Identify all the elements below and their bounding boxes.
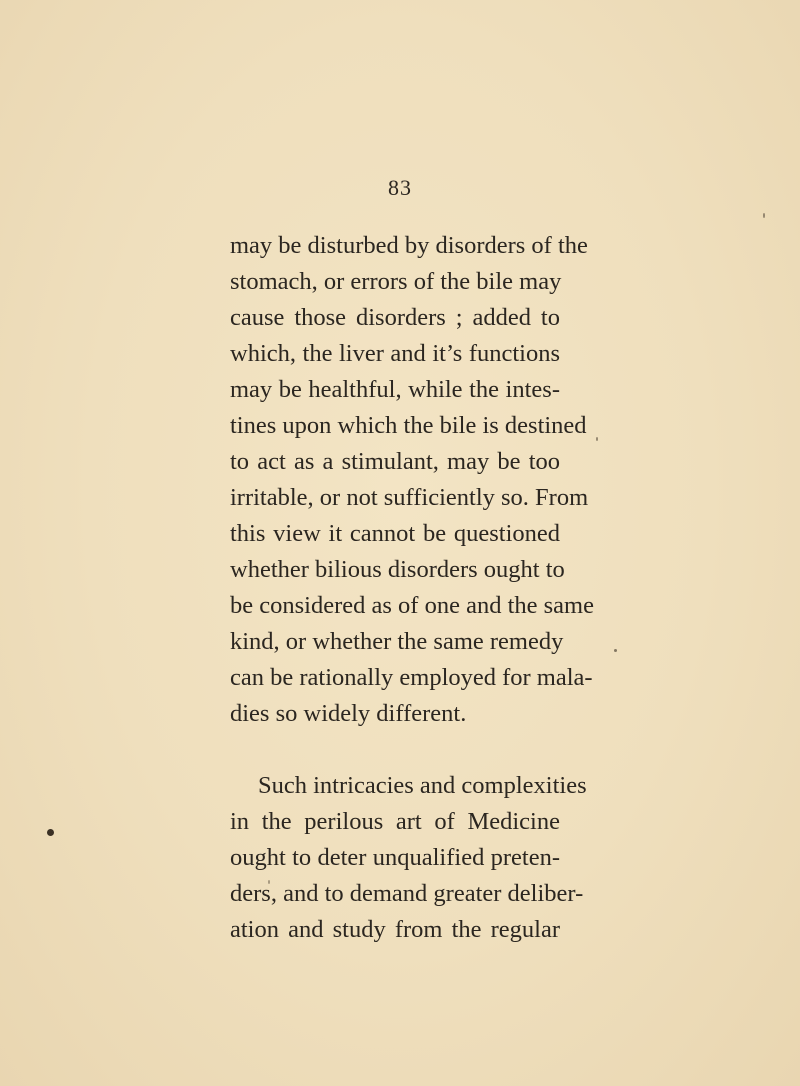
text-line: ation and study from the regular [230, 916, 560, 943]
text-line: irritable, or not sufficiently so. From [230, 484, 589, 511]
paragraph-2 [230, 768, 587, 948]
text-line: to act as a stimulant, may be too [230, 448, 560, 475]
text-line: may be healthful, while the intes- [230, 376, 560, 403]
paper-speck [614, 649, 617, 652]
paragraph-gap [230, 732, 560, 768]
text-line: tines upon which the bile is destined [230, 412, 587, 439]
text-line: dies so widely different. [230, 700, 467, 727]
body-text [230, 228, 594, 948]
text-line: be considered as of one and the same [230, 592, 594, 619]
text-line: can be rationally employed for mala- [230, 664, 593, 691]
paper-speck [47, 829, 54, 836]
text-line: stomach, or errors of the bile may [230, 268, 562, 295]
text-line: kind, or whether the same remedy [230, 628, 564, 655]
text-line: in the perilous art of Medicine [230, 808, 560, 835]
paper-speck [268, 880, 270, 884]
text-line: this view it cannot be questioned [230, 520, 560, 547]
text-line: Such intricacies and complexities [258, 772, 587, 799]
page-number: 83 [388, 175, 412, 200]
paper-speck [596, 437, 598, 441]
text-line: ought to deter unqualified preten- [230, 844, 560, 871]
paragraph-1 [230, 228, 594, 732]
text-line: whether bilious disorders ought to [230, 556, 565, 583]
text-line: may be disturbed by disorders of the [230, 232, 588, 259]
text-line: cause those disorders ; added to [230, 304, 560, 331]
text-line: ders, and to demand greater deliber- [230, 880, 584, 907]
paper-speck [763, 213, 765, 218]
text-line: which, the liver and it’s functions [230, 340, 560, 367]
